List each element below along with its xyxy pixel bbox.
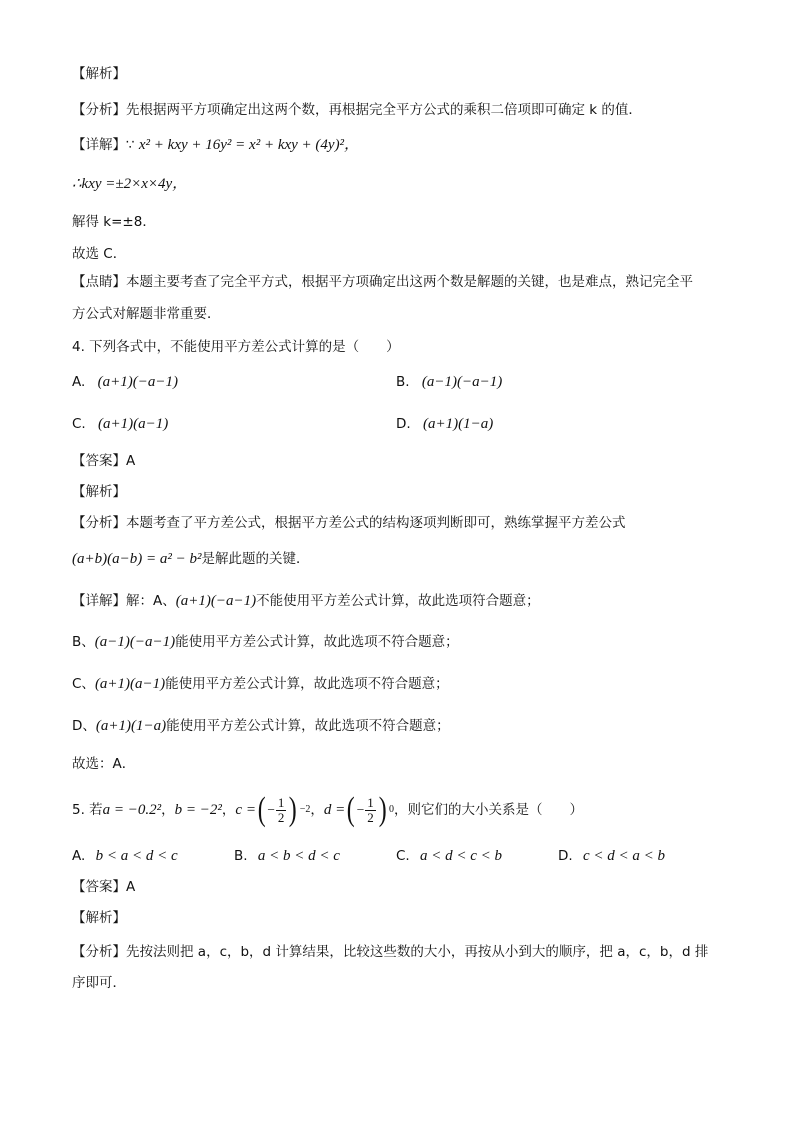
q4-analysis-line-2 bbox=[72, 549, 309, 569]
difference-of-squares-formula: (a+b)(a−b) = a² − b² bbox=[72, 551, 202, 567]
q5-stem: 5. 若 a = −0.2² ， b = −2² ， c = ( − $\frac{1}{2}$ ) −2 ， d = ( − $\frac{1}{2}$ ) 0 ，则它们的大小关系是（ ） bbox=[72, 791, 584, 828]
q5-option-d-expr: c < d < a < b bbox=[582, 848, 666, 864]
q4-detail-c-label: C、 bbox=[72, 676, 95, 692]
q5-c-numerator: 1 bbox=[277, 794, 285, 810]
q4-detail-d-text: 能使用平方差公式计算，故此选项不符合题意； bbox=[166, 718, 450, 734]
q4-detail-a-text: 不能使用平方差公式计算，故此选项符合题意； bbox=[256, 593, 540, 609]
q4-detail-c-text: 能使用平方差公式计算，故此选项不符合题意； bbox=[165, 676, 449, 692]
q5-option-d-label: D. bbox=[558, 848, 573, 864]
q5-c-exponent: −2 bbox=[299, 804, 311, 815]
q4-option-c-expr: (a+1)(a−1) bbox=[98, 416, 169, 432]
q5-analysis-line-2: 序即可． bbox=[72, 975, 126, 991]
q5-option-d bbox=[558, 846, 665, 866]
q4-option-b-label: B. bbox=[396, 374, 410, 390]
q4-detail-d-label: D、 bbox=[72, 718, 96, 734]
q5-d-denominator: 2 bbox=[367, 809, 374, 825]
q4-option-a-expr: (a+1)(−a−1) bbox=[97, 374, 178, 390]
q5-c-fraction bbox=[276, 796, 287, 825]
q5-option-c bbox=[396, 846, 502, 866]
q5-stem-pre: 5. 若 bbox=[72, 802, 103, 818]
q5-option-b-label: B. bbox=[234, 848, 248, 864]
q4-option-a bbox=[72, 372, 178, 392]
q5-c-denominator: 2 bbox=[277, 809, 285, 825]
q4-detail-b-expr: (a−1)(−a−1) bbox=[94, 634, 176, 650]
q5-option-b-expr: a < b < d < c bbox=[257, 848, 340, 864]
q4-option-d bbox=[396, 414, 493, 434]
q4-detail-b-label: B、 bbox=[72, 634, 95, 650]
choose-line-1: 故选 C． bbox=[72, 246, 127, 262]
q5-jiexi-heading: 【解析】 bbox=[72, 910, 126, 926]
q4-choose: 故选：A． bbox=[72, 756, 136, 772]
analysis-1: 【分析】先根据两平方项确定出这两个数，再根据完全平方公式的乘积二倍项即可确定 k 的值． bbox=[72, 102, 642, 118]
detail-expression: x² + kxy + 16y² = x² + kxy + (4y)²， bbox=[138, 137, 360, 153]
q5-a-def: a = −0.2² bbox=[102, 802, 162, 818]
q5-option-a-expr: b < a < d < c bbox=[95, 848, 178, 864]
q4-detail-label: 【详解】解：A、 bbox=[72, 593, 176, 609]
q4-detail-c bbox=[72, 674, 449, 694]
q5-option-c-label: C. bbox=[396, 848, 410, 864]
solve-line: 解得 k=±8． bbox=[72, 214, 156, 230]
q4-option-b bbox=[396, 372, 502, 392]
q4-option-d-label: D. bbox=[396, 416, 411, 432]
q4-detail-b-text: 能使用平方差公式计算，故此选项不符合题意； bbox=[175, 634, 459, 650]
detail-label: 【详解】∵ bbox=[72, 137, 135, 153]
q5-option-b bbox=[234, 846, 340, 866]
q5-b-def: b = −2² bbox=[174, 802, 222, 818]
q4-option-c-label: C. bbox=[72, 416, 86, 432]
q4-option-d-expr: (a+1)(1−a) bbox=[422, 416, 494, 432]
jiexi-heading-1: 【解析】 bbox=[72, 66, 126, 82]
q5-c-def: c = ( − $\frac{1}{2}$ ) −2 bbox=[235, 791, 311, 828]
q4-detail-d bbox=[72, 716, 450, 736]
q4-analysis-line-1: 【分析】本题考查了平方差公式，根据平方差公式的结构逐项判断即可，熟练掌握平方差公式 bbox=[72, 515, 626, 531]
q4-analysis-tail: 是解此题的关键． bbox=[201, 551, 310, 567]
key-point-line-1: 【点睛】本题主要考查了完全平方式，根据平方项确定出这两个数是解题的关键，也是难点，熟记完全平 bbox=[72, 274, 693, 290]
key-point-line-2: 方公式对解题非常重要． bbox=[72, 306, 221, 322]
q5-d-def: d = ( − $\frac{1}{2}$ ) 0 bbox=[323, 791, 395, 828]
q5-d-fraction bbox=[365, 796, 376, 825]
q4-detail-a bbox=[72, 591, 540, 611]
q4-jiexi-heading: 【解析】 bbox=[72, 484, 126, 500]
q4-detail-c-expr: (a+1)(a−1) bbox=[94, 676, 166, 692]
q5-answer: 【答案】A bbox=[72, 879, 136, 895]
q5-d-numerator: 1 bbox=[367, 794, 374, 810]
q5-option-a bbox=[72, 846, 178, 866]
q4-detail-b bbox=[72, 632, 459, 652]
q5-d-exponent: 0 bbox=[389, 804, 395, 815]
q5-stem-post: ，则它们的大小关系是（ ） bbox=[394, 802, 584, 818]
q4-detail-a-expr: (a+1)(−a−1) bbox=[175, 593, 257, 609]
q5-c-sign: − bbox=[267, 802, 275, 817]
q4-stem: 4. 下列各式中，不能使用平方差公式计算的是（ ） bbox=[72, 339, 400, 355]
q5-analysis-line-1: 【分析】先按法则把 a，c，b，d 计算结果，比较这些数的大小，再按从小到大的顺序，把 a，c，b，d 排 bbox=[72, 944, 709, 960]
q5-option-a-label: A. bbox=[72, 848, 86, 864]
q5-d-sign: − bbox=[356, 802, 365, 817]
q4-option-b-expr: (a−1)(−a−1) bbox=[421, 374, 503, 390]
detail-1 bbox=[72, 135, 359, 155]
q4-detail-d-expr: (a+1)(1−a) bbox=[95, 718, 167, 734]
q5-d-pre: d = bbox=[323, 802, 346, 818]
q4-option-a-label: A. bbox=[72, 374, 86, 390]
q5-c-pre: c = bbox=[235, 802, 256, 818]
q4-answer: 【答案】A bbox=[72, 453, 136, 469]
q4-option-c bbox=[72, 414, 168, 434]
step-line: ∴kxy =±2×x×4y， bbox=[72, 176, 188, 192]
q5-option-c-expr: a < d < c < b bbox=[420, 848, 503, 864]
